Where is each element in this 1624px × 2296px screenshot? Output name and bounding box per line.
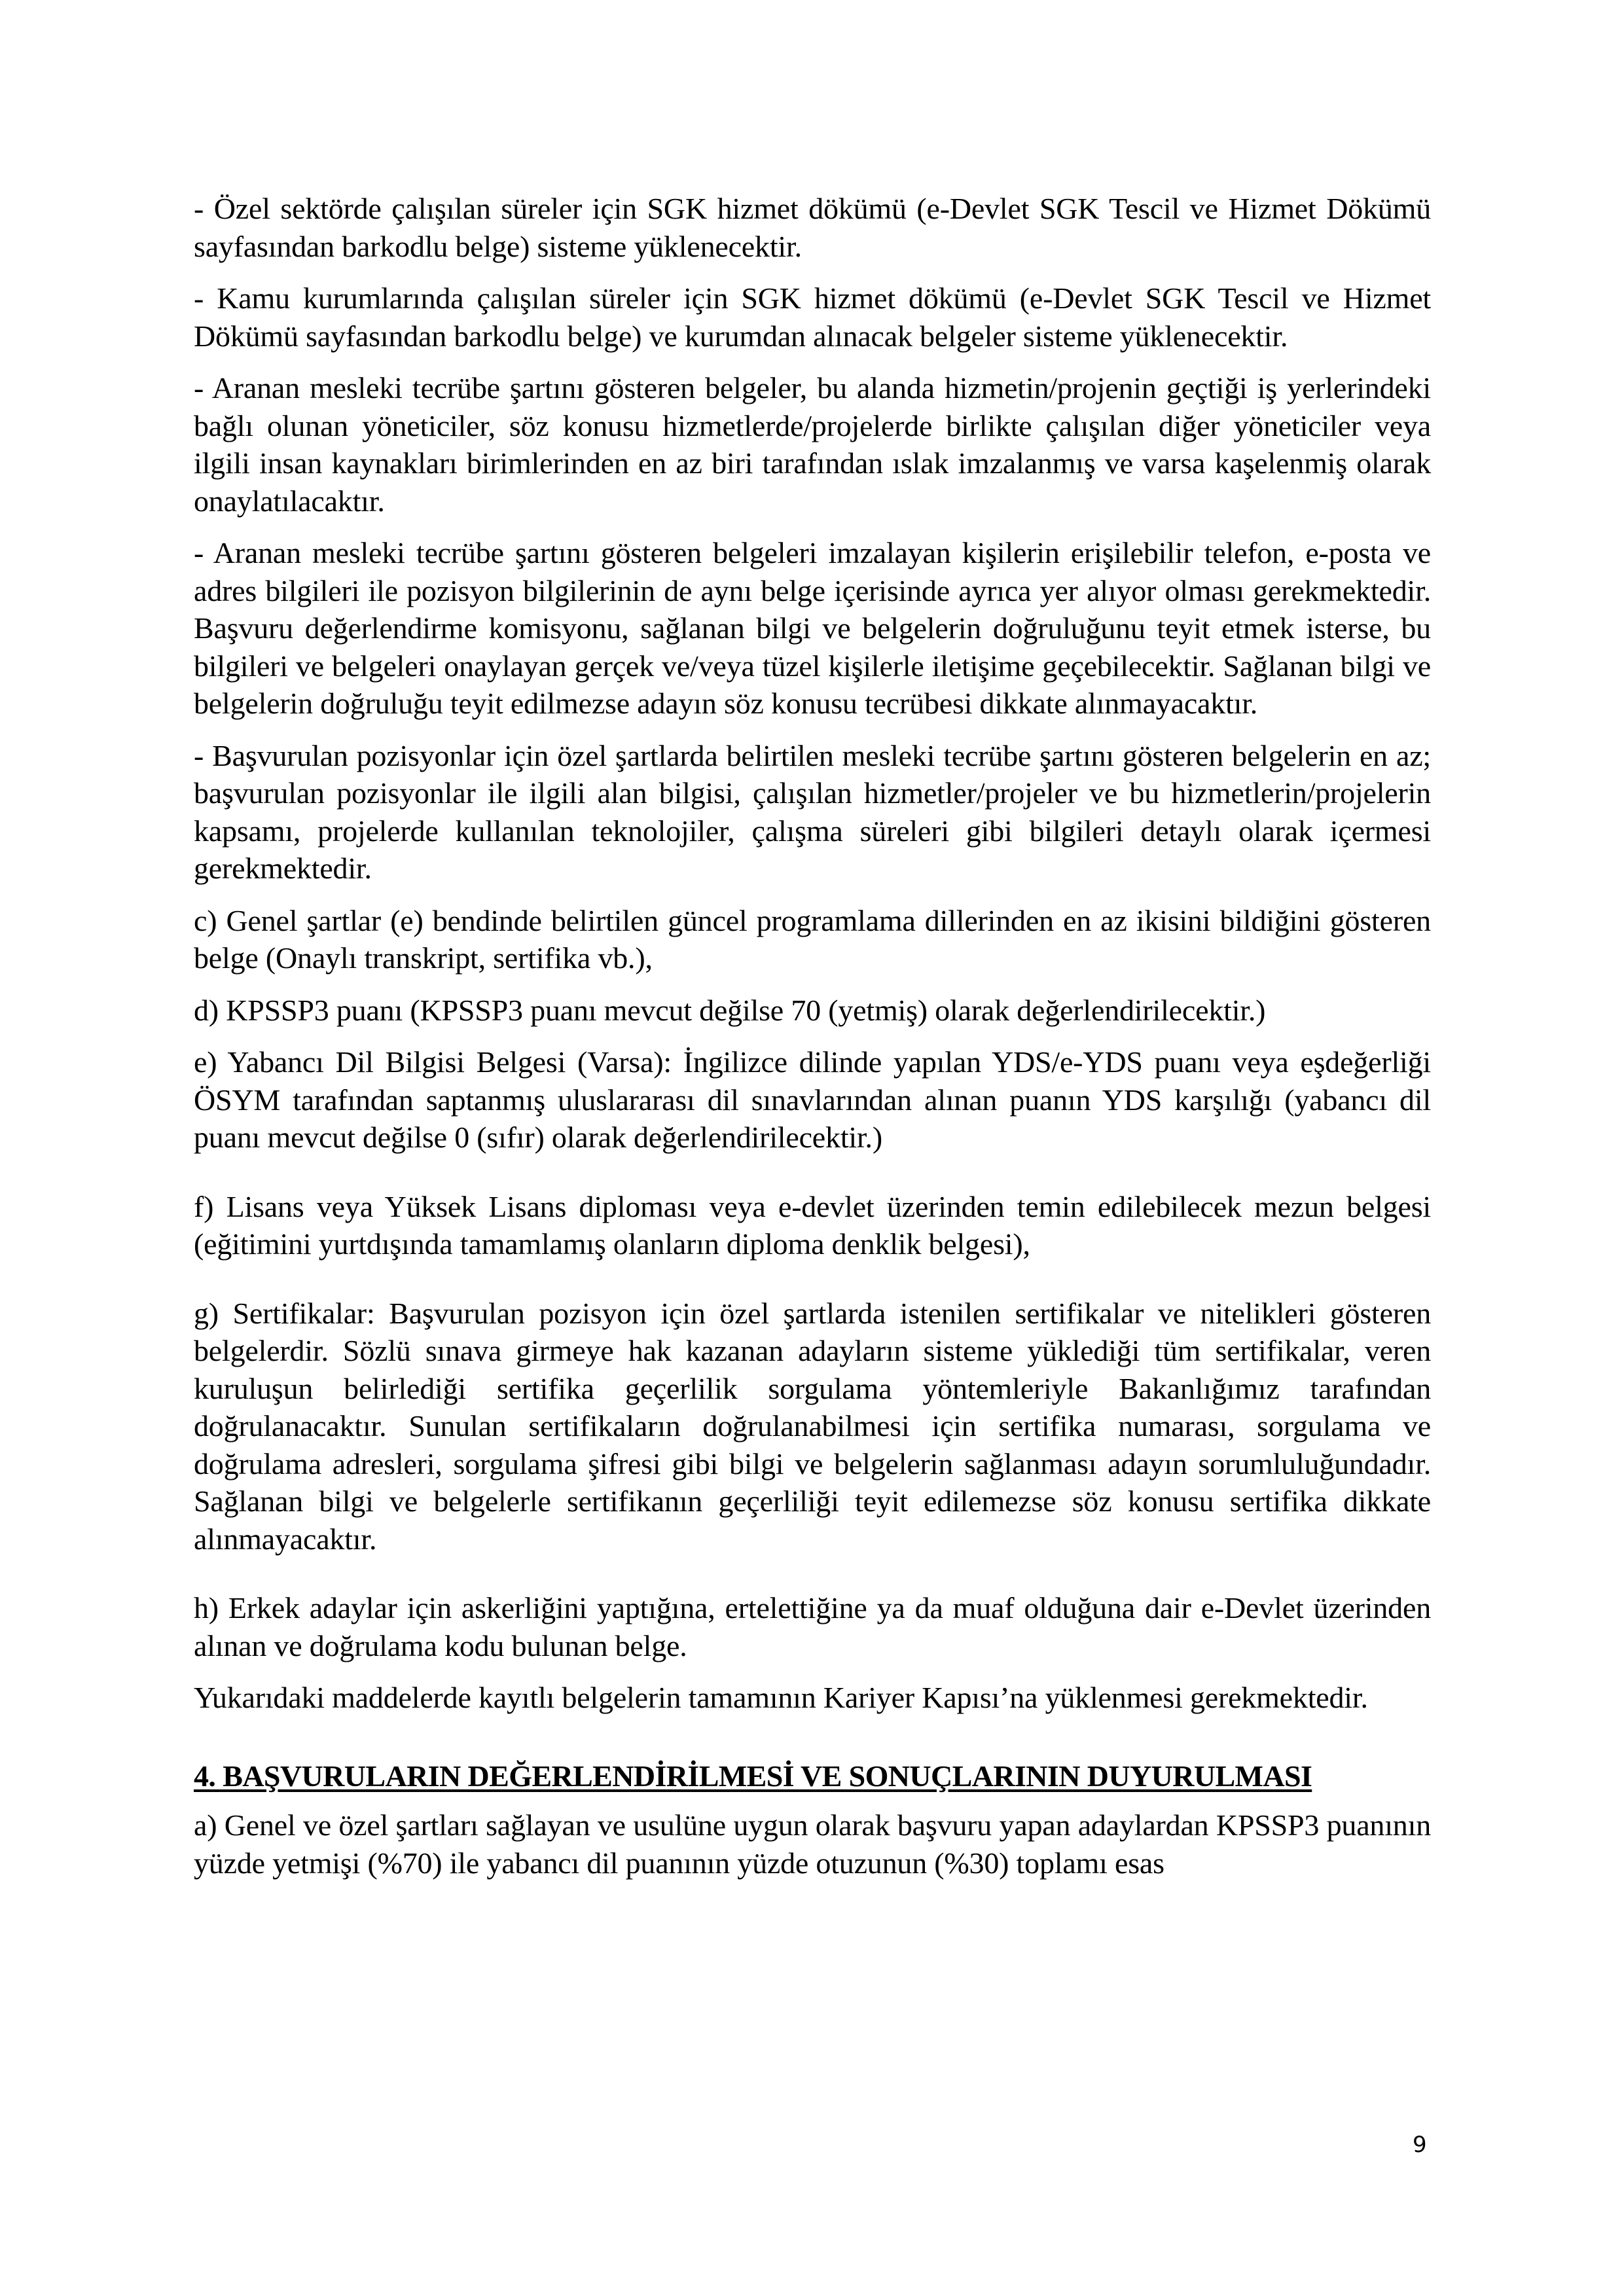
paragraph-experience-document-contents: - Başvurulan pozisyonlar için özel şartlarda belirtilen mesleki tecrübe şartını gösteren belgelerin en az; başvurulan pozisyonlar ile ilgili alan bilgisi, çalışılan hizmetler/projeler ve bu hizmetlerin/projelerin kapsamı, projelerde kullanılan teknolojiler, çalışma süreleri gibi bilgileri detaylı olarak içermesi gerekmektedir. xyxy=(194,738,1431,885)
paragraph-item-f-diploma: f) Lisans veya Yüksek Lisans diploması veya e-devlet üzerinden temin edilebilecek mezun belgesi (eğitimini yurtdışında tamamlamış olanların diploma denklik belgesi), xyxy=(194,1189,1431,1261)
paragraph-upload-requirement: Yukarıdaki maddelerde kayıtlı belgelerin tamamının Kariyer Kapısı’na yüklenmesi gerekmektedir. xyxy=(194,1681,1368,1714)
paragraph-section4-item-a: a) Genel ve özel şartları sağlayan ve usulüne uygun olarak başvuru yapan adaylardan KPSSP3 puanının yüzde yetmişi (%70) ile yabancı dil puanının yüzde otuzunun (%30) toplamı esas xyxy=(194,1808,1431,1880)
paragraph-sgk-private-sector: - Özel sektörde çalışılan süreler için SGK hizmet dökümü (e-Devlet SGK Tescil ve Hizmet Dökümü sayfasından barkodlu belge) sisteme yüklenecektir. xyxy=(194,192,1431,263)
document-page xyxy=(194,190,1431,1896)
paragraph-sgk-public-institutions: - Kamu kurumlarında çalışılan süreler için SGK hizmet dökümü (e-Devlet SGK Tescil ve Hizmet Dökümü sayfasından barkodlu belge) ve kurumdan alınacak belgeler sisteme yüklenecektir. xyxy=(194,281,1431,353)
paragraph-item-e-foreign-language: e) Yabancı Dil Bilgisi Belgesi (Varsa): İngilizce dilinde yapılan YDS/e-YDS puanı veya eşdeğerliği ÖSYM tarafından saptanmış uluslararası dil sınavlarından alınan puanın YDS karşılığı (yabancı dil puanı mevcut değilse 0 (sıfır) olarak değerlendirilecektir.) xyxy=(194,1045,1431,1154)
paragraph-item-c-programming-languages: c) Genel şartlar (e) bendinde belirtilen güncel programlama dillerinden en az ikisini bildiğini gösteren belge (Onaylı transkript, sertifika vb.), xyxy=(194,903,1431,975)
paragraph-experience-documents-approval: - Aranan mesleki tecrübe şartını gösteren belgeler, bu alanda hizmetin/projenin geçtiği iş yerlerindeki bağlı olunan yöneticiler, söz konusu hizmetlerde/projelerde birlikte çalışılan diğer yöneticiler veya ilgili insan kaynakları birimlerinden en az biri tarafından ıslak imzalanmış ve varsa kaşelenmiş olarak onaylatılacaktır. xyxy=(194,371,1431,518)
section-heading-evaluation: 4. BAŞVURULARIN DEĞERLENDİRİLMESİ VE SONUÇLARININ DUYURULMASI xyxy=(194,1759,1312,1793)
paragraph-item-h-military-service: h) Erkek adaylar için askerliğini yaptığına, ertelettiğine ya da muaf olduğuna dair e-Devlet üzerinden alınan ve doğrulama kodu bulunan belge. xyxy=(194,1591,1431,1662)
paragraph-signer-contact-info: - Aranan mesleki tecrübe şartını gösteren belgeleri imzalayan kişilerin erişilebilir telefon, e-posta ve adres bilgileri ile pozisyon bilgilerinin de aynı belge içerisinde ayrıca yer alıyor olması gerekmektedir. Başvuru değerlendirme komisyonu, sağlanan bilgi ve belgelerin doğruluğunu teyit etmek isterse, bu bilgileri ve belgeleri onaylayan gerçek ve/veya tüzel kişilerle iletişime geçebilecektir. Sağlanan bilgi ve belgelerin doğruluğu teyit edilmezse adayın söz konusu tecrübesi dikkate alınmayacaktır. xyxy=(194,536,1431,720)
paragraph-item-g-certificates: g) Sertifikalar: Başvurulan pozisyon için özel şartlarda istenilen sertifikalar ve nitelikleri gösteren belgelerdir. Sözlü sınava girmeye hak kazanan adayların sisteme yüklediği tüm sertifikalar, veren kuruluşun belirlediği sertifika geçerlilik sorgulama yöntemleriyle Bakanlığımız tarafından doğrulanacaktır. Sunulan sertifikaların doğrulanabilmesi için sertifika numarası, sorgulama ve doğrulama adresleri, sorgulama şifresi gibi bilgi ve belgelerin sağlanması adayın sorumluluğundadır. Sağlanan bilgi ve belgelerle sertifikanın geçerliliği teyit edilemezse söz konusu sertifika dikkate alınmayacaktır. xyxy=(194,1296,1431,1556)
page-number: 9 xyxy=(1413,2132,1427,2158)
paragraph-item-d-kpss-score: d) KPSSP3 puanı (KPSSP3 puanı mevcut değilse 70 (yetmiş) olarak değerlendirilecektir.) xyxy=(194,993,1266,1027)
